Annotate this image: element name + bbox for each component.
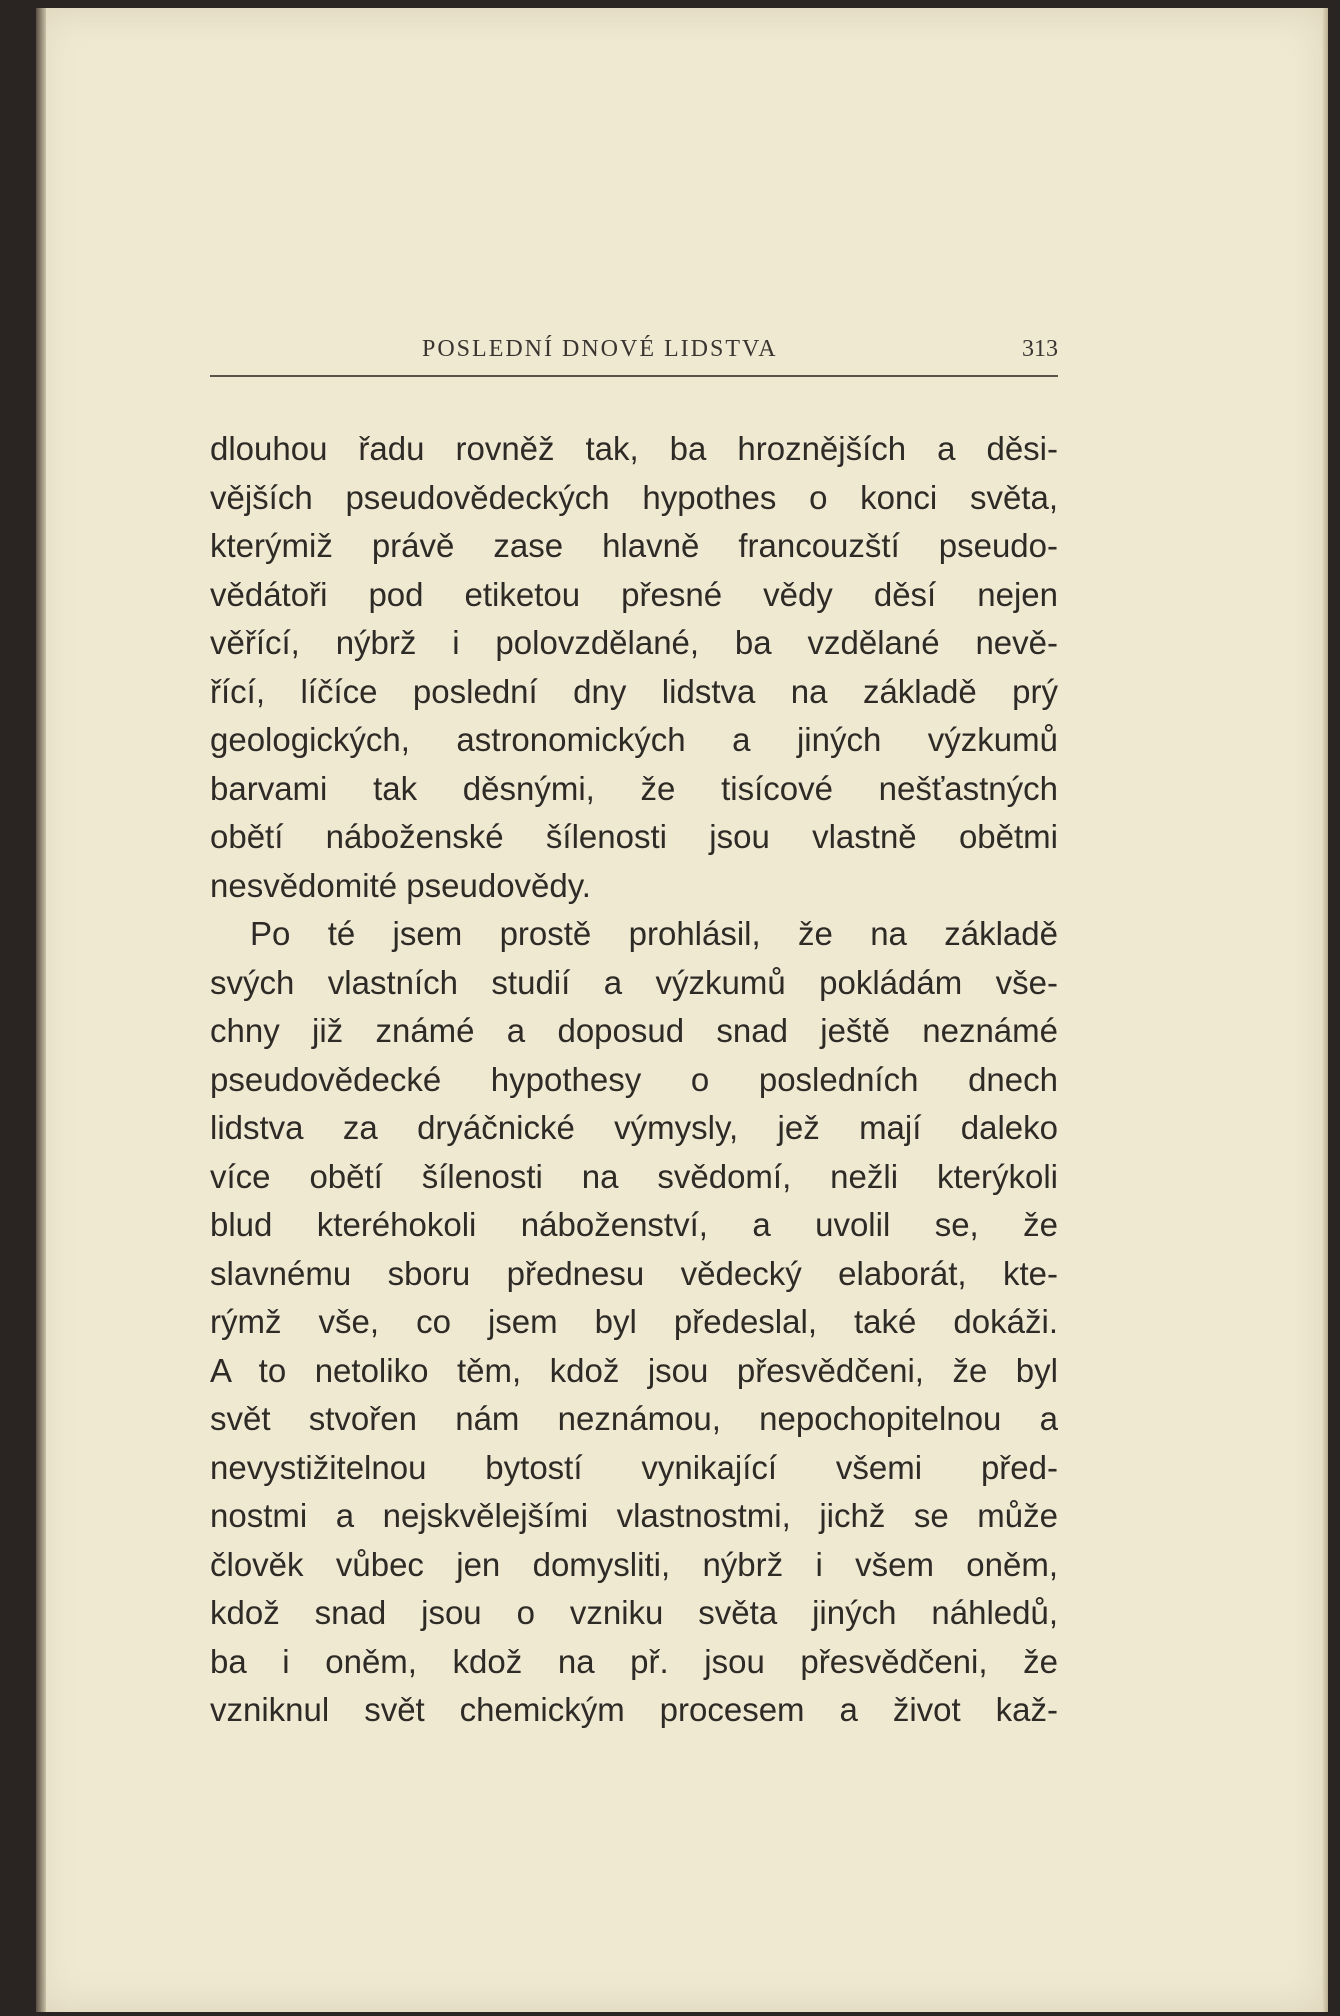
header-rule	[210, 375, 1058, 377]
paragraph-2	[210, 910, 1058, 1735]
running-head	[210, 330, 1058, 370]
text-line: nostmi a nejskvělejšími vlastnostmi, jichž se může	[210, 1497, 1058, 1534]
text-line: nevystižitelnou bytostí vynikající všemi před-	[210, 1448, 1058, 1486]
text-line: obětí náboženské šílenosti jsou vlastně obětmi	[210, 818, 1058, 855]
text-line: vědátoři pod etiketou přesné vědy děsí nejen	[210, 575, 1058, 613]
page-number: 313	[1022, 336, 1058, 362]
text-line: svět stvořen nám neznámou, nepochopitelnou a	[210, 1400, 1058, 1437]
text-line: svých vlastních studií a výzkumů pokládám vše-	[210, 963, 1058, 1001]
page-right-edge	[1322, 8, 1328, 2012]
text-line: chny již známé a doposud snad ještě neznámé	[210, 1012, 1058, 1049]
text-line: řící, líčíce poslední dny lidstva na základě prý	[210, 672, 1058, 710]
text-line: lidstva za dryáčnické výmysly, jež mají daleko	[210, 1109, 1058, 1146]
text-line: rýmž vše, co jsem byl předeslal, také dokáži.	[210, 1303, 1058, 1340]
text-line: věřící, nýbrž i polovzdělané, ba vzdělané nevě-	[210, 624, 1058, 661]
text-line: více obětí šílenosti na svědomí, nežli kterýkoli	[210, 1157, 1058, 1195]
text-line: vzniknul svět chemickým procesem a život kaž-	[210, 1691, 1058, 1728]
text-line: nesvědomité pseudovědy.	[210, 866, 591, 904]
text-line: pseudovědecké hypothesy o posledních dnech	[210, 1060, 1058, 1098]
page-binding-edge	[36, 8, 46, 2012]
text-line: Po té jsem prostě prohlásil, že na základě	[250, 915, 1058, 952]
body-text	[210, 425, 1058, 1735]
text-line: A to netoliko těm, kdož jsou přesvědčeni, že byl	[210, 1351, 1058, 1389]
text-line: blud kteréhokoli náboženství, a uvolil se, že	[210, 1206, 1058, 1243]
text-line: slavnému sboru přednesu vědecký elaborát, kte-	[210, 1254, 1058, 1292]
text-line: vějších pseudovědeckých hypothes o konci světa,	[210, 478, 1058, 516]
paragraph-1	[210, 425, 1058, 910]
text-line: člověk vůbec jen domysliti, nýbrž i všem oněm,	[210, 1545, 1058, 1583]
running-title: POSLEDNÍ DNOVÉ LIDSTVA	[422, 336, 778, 362]
text-line: ba i oněm, kdož na př. jsou přesvědčeni, že	[210, 1642, 1058, 1680]
text-line: dlouhou řadu rovněž tak, ba hroznějších a děsi-	[210, 430, 1058, 467]
text-line: geologických, astronomických a jiných výzkumů	[210, 721, 1058, 758]
text-line: barvami tak děsnými, že tisícové nešťastných	[210, 769, 1058, 807]
text-line: kterýmiž právě zase hlavně francouzští pseudo-	[210, 527, 1058, 564]
text-line: kdož snad jsou o vzniku světa jiných náhledů,	[210, 1594, 1058, 1631]
